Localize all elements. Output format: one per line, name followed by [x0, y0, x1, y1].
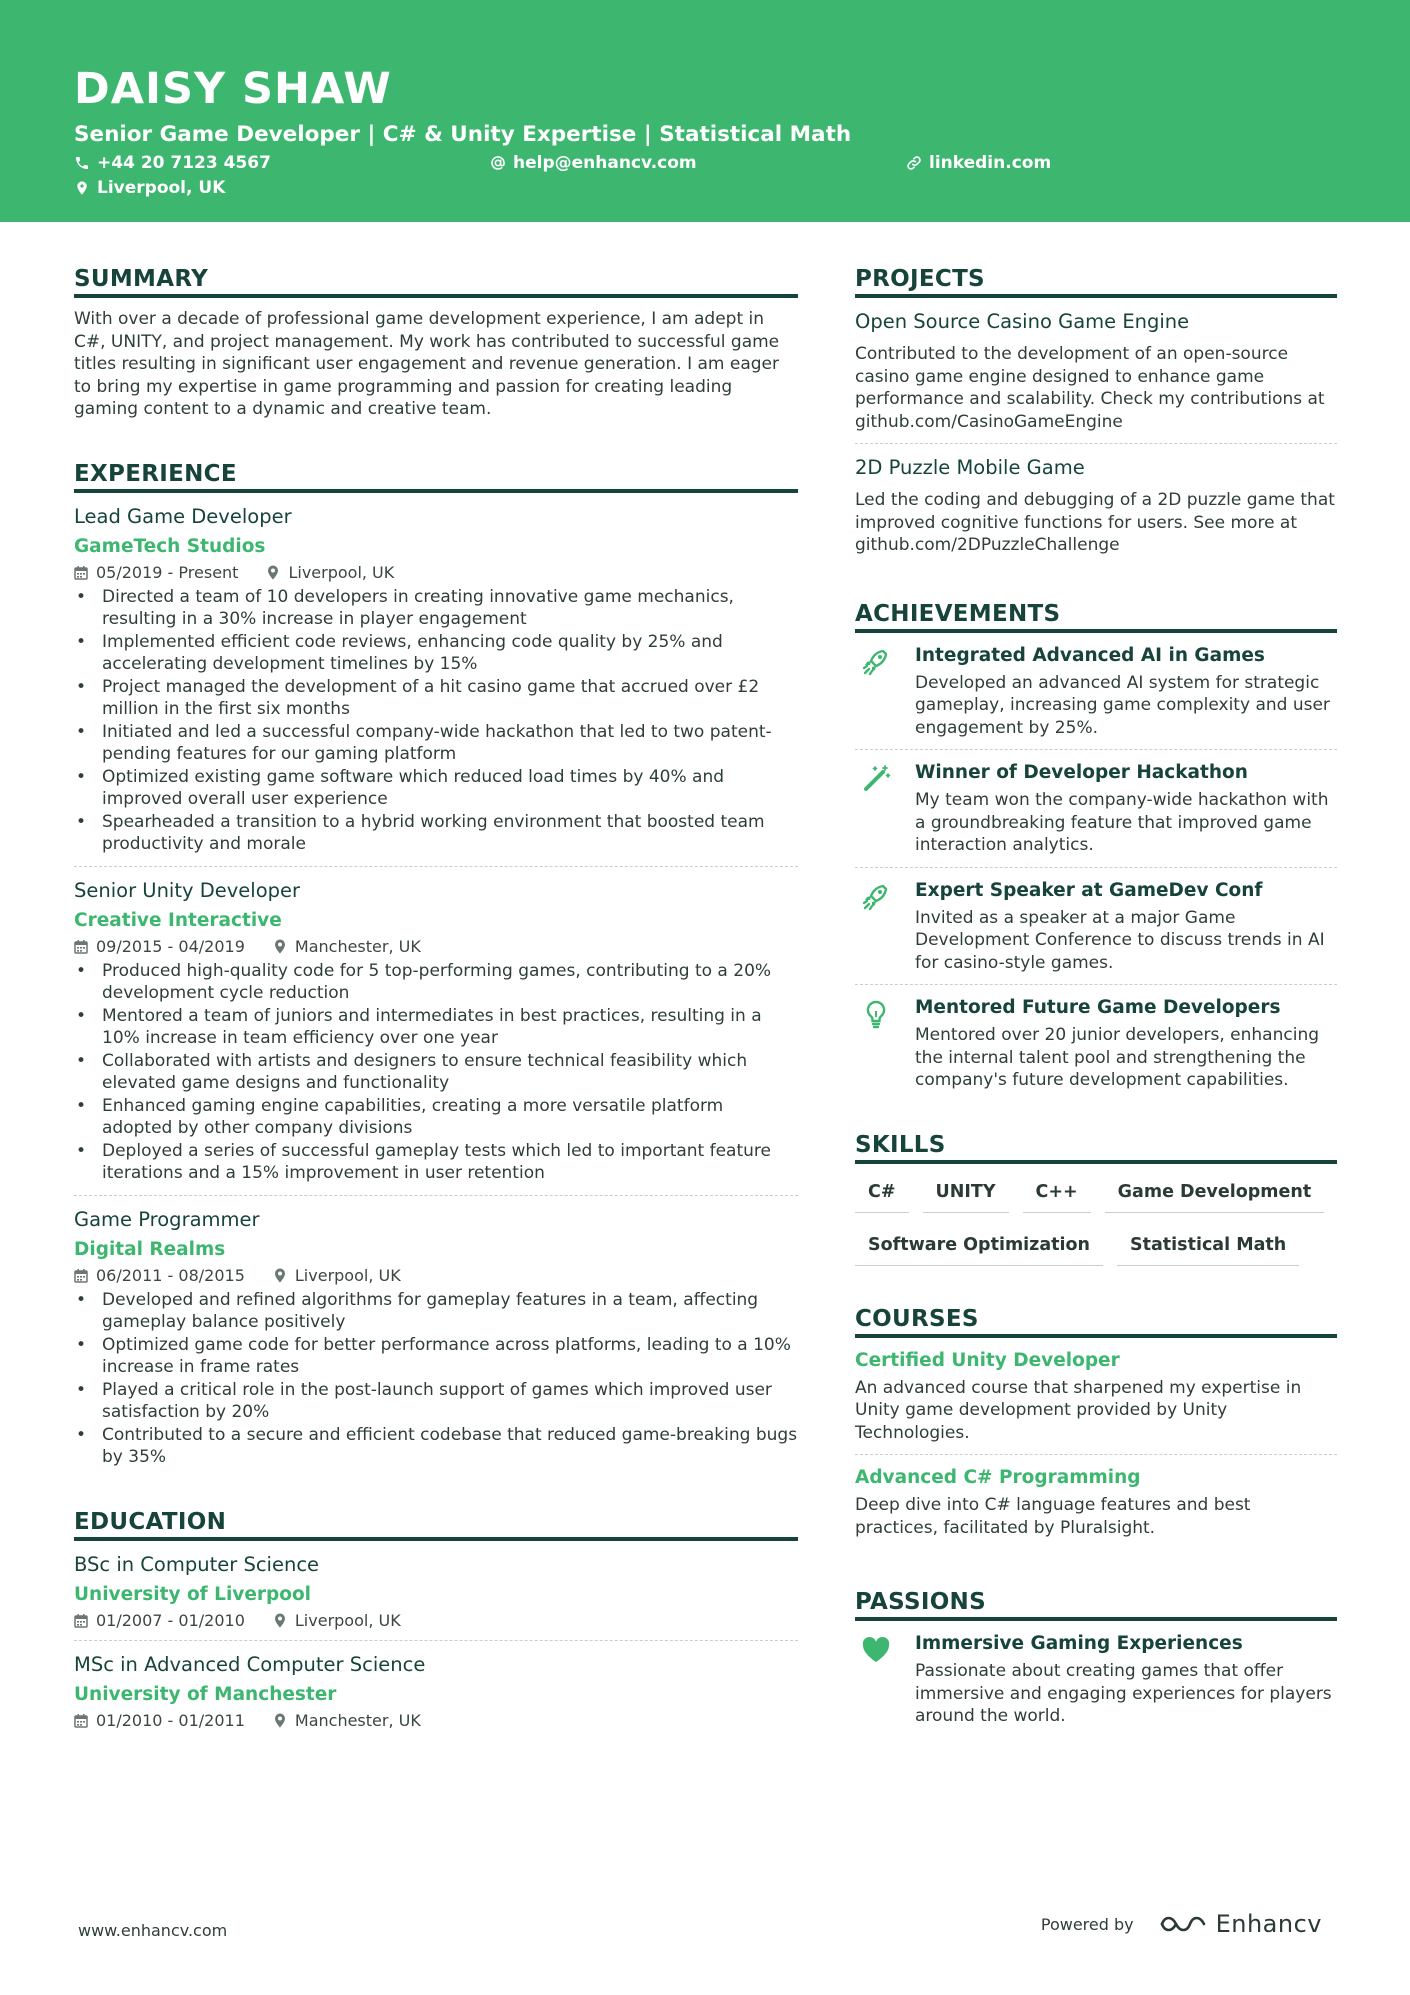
projects-section: [855, 266, 1337, 567]
experience-section: [74, 461, 798, 1479]
project-entry: [855, 444, 1337, 567]
courses-section: [855, 1306, 1337, 1550]
meta-row: [74, 937, 798, 956]
project-title: 2D Puzzle Mobile Game: [855, 456, 1085, 479]
section-title: SKILLS: [855, 1132, 1337, 1164]
bullet-item: • Directed a team of 10 developers in creating innovative game mechanics, resulting in a 30% increase in player engagement: [74, 586, 798, 631]
location-text: Liverpool, UK: [294, 1610, 401, 1630]
location-pin-icon: [273, 1268, 287, 1283]
bullet-item: • Deployed a series of successful gameplay tests which led to important feature iterations and a 15% improvement in user retention: [74, 1140, 798, 1185]
candidate-name: DAISY SHAW: [74, 64, 392, 114]
bullet-item: • Initiated and led a successful company-wide hackathon that led to two patent-pending features for our gaming platform: [74, 721, 798, 766]
date-text: 01/2007 - 01/2010: [96, 1610, 245, 1630]
entry-description: My team won the company-wide hackathon with a groundbreaking feature that improved game interaction analytics.: [915, 790, 1329, 855]
bullet-item: • Implemented efficient code reviews, enhancing code quality by 25% and accelerating development timelines by 15%: [74, 631, 798, 676]
meta-row: [74, 1711, 798, 1730]
education-section: [74, 1509, 798, 1740]
date-range: [74, 1711, 245, 1730]
entry-title: Winner of Developer Hackathon: [915, 762, 1248, 783]
course-title: Certified Unity Developer: [855, 1349, 1120, 1371]
bullet-item: • Developed and refined algorithms for gameplay features in a team, affecting gameplay balance positively: [74, 1289, 798, 1334]
entry-body: [915, 880, 1337, 975]
bullet-item: • Produced high-quality code for 5 top-performing games, contributing to a 20% development cycle reduction: [74, 960, 798, 1005]
section-title: PASSIONS: [855, 1589, 1337, 1621]
meta-row: [74, 1266, 798, 1285]
school-name: University of Manchester: [74, 1683, 337, 1705]
date-text: 01/2010 - 01/2011: [96, 1710, 245, 1730]
contact-email[interactable]: [490, 153, 697, 173]
location-text: Liverpool, UK: [288, 562, 395, 582]
at-icon: [490, 155, 506, 171]
email-address: help@enhancv.com: [513, 153, 697, 173]
date-range: [74, 563, 238, 582]
heart-icon: [855, 1633, 915, 1728]
job-entry: [74, 493, 798, 867]
footer-website[interactable]: www.enhancv.com: [78, 1921, 228, 1940]
courses-list: [855, 1338, 1337, 1550]
entry-description: Developed an advanced AI system for strategic gameplay, increasing game complexity and user engagement by 25%.: [915, 672, 1330, 738]
achievement-entry: [855, 750, 1337, 868]
location-pin-icon: [273, 939, 287, 954]
magic-wand-icon: [855, 762, 915, 857]
project-entry: [855, 298, 1337, 444]
course-description: Deep dive into C# language features and best practices, facilitated by Pluralsight.: [855, 1495, 1251, 1538]
location-pin-icon: [74, 180, 90, 196]
project-description: Contributed to the development of an open-source casino game engine designed to enhance game performance and scalability. Check my contributions at github.com/CasinoGameEngine: [855, 344, 1325, 432]
skill-tag: C#: [855, 1176, 909, 1213]
date-text: 09/2015 - 04/2019: [96, 936, 245, 956]
summary-section: [74, 266, 798, 421]
location-text: Manchester, UK: [294, 936, 421, 956]
date-range: [74, 1266, 245, 1285]
footer-branding: [1041, 1910, 1322, 1938]
school-name: University of Liverpool: [74, 1583, 312, 1605]
course-entry: [855, 1338, 1337, 1456]
bullet-item: • Optimized game code for better performance across platforms, leading to a 10% increase in frame rates: [74, 1334, 798, 1379]
left-column: [74, 266, 798, 1780]
bullet-item: • Project managed the development of a hit casino game that accrued over £2 million in the first six months: [74, 676, 798, 721]
calendar-icon: [74, 1613, 88, 1628]
bullet-item: • Spearheaded a transition to a hybrid working environment that boosted team productivity and morale: [74, 811, 798, 856]
entry-body: [915, 1633, 1337, 1728]
achievement-entry: [855, 868, 1337, 986]
passions-section: [855, 1589, 1337, 1738]
education-list: [74, 1541, 798, 1740]
entry-body: [915, 762, 1337, 857]
linkedin-url: linkedin.com: [929, 153, 1052, 173]
job-entry: [74, 867, 798, 1196]
entry-body: [915, 645, 1337, 740]
location: [273, 937, 421, 956]
powered-by-label: Powered by: [1040, 1914, 1134, 1934]
skill-tag: UNITY: [923, 1176, 1009, 1213]
bullet-item: • Optimized existing game software which reduced load times by 40% and improved overall user experience: [74, 766, 798, 811]
projects-list: [855, 298, 1337, 567]
brand-name: Enhancv: [1215, 1910, 1322, 1938]
calendar-icon: [74, 565, 88, 580]
contact-phone[interactable]: [74, 153, 271, 173]
course-entry: [855, 1455, 1337, 1549]
job-title: Lead Game Developer: [74, 504, 292, 528]
contact-location: [74, 178, 225, 198]
achievements-section: [855, 601, 1337, 1102]
location-pin-icon: [273, 1713, 287, 1728]
lightbulb-icon: [855, 997, 915, 1092]
skill-tag: Game Development: [1105, 1176, 1325, 1213]
job-entry: [74, 1196, 798, 1479]
candidate-headline: Senior Game Developer | C# & Unity Expertise | Statistical Math: [74, 122, 852, 147]
achievement-entry: [855, 985, 1337, 1102]
course-title: Advanced C# Programming: [855, 1467, 1141, 1488]
location-pin-icon: [266, 565, 280, 580]
meta-row: [74, 1611, 798, 1630]
job-bullets: [74, 960, 798, 1185]
skill-tag: Software Optimization: [855, 1229, 1103, 1266]
company-name: Digital Realms: [74, 1238, 226, 1260]
project-title: Open Source Casino Game Engine: [855, 310, 1190, 333]
section-title: EXPERIENCE: [74, 461, 798, 493]
date-text: 05/2019 - Present: [96, 562, 239, 582]
job-title: Game Programmer: [74, 1207, 260, 1231]
date-text: 06/2011 - 08/2015: [96, 1265, 245, 1285]
project-description: Led the coding and debugging of a 2D puzzle game that improved cognitive functions for users. See more at github.com/2DPuzzleChallenge: [855, 490, 1335, 555]
enhancv-logo[interactable]: [1158, 1910, 1322, 1938]
section-title: PROJECTS: [855, 266, 1337, 298]
job-bullets: [74, 586, 798, 856]
bullet-item: • Collaborated with artists and designers to ensure technical feasibility which elevated game designs and functionality: [74, 1050, 798, 1095]
education-entry: [74, 1641, 798, 1740]
achievement-entry: [855, 633, 1337, 751]
link-icon: [906, 155, 922, 171]
bullet-item: • Enhanced gaming engine capabilities, creating a more versatile platform adopted by other company divisions: [74, 1095, 798, 1140]
phone-number: +44 20 7123 4567: [97, 153, 271, 173]
passion-entry: [855, 1621, 1337, 1738]
job-title: Senior Unity Developer: [74, 878, 301, 902]
entry-description: Invited as a speaker at a major Game Development Conference to discuss trends in AI for casino-style games.: [915, 907, 1325, 973]
entry-description: Passionate about creating games that offer immersive and engaging experiences for players around the world.: [915, 1661, 1332, 1726]
meta-row: [74, 563, 798, 582]
degree-title: BSc in Computer Science: [74, 1552, 320, 1576]
location-text: Liverpool, UK: [97, 178, 226, 198]
location-text: Manchester, UK: [294, 1710, 421, 1730]
rocket-icon: [855, 880, 915, 975]
entry-title: Expert Speaker at GameDev Conf: [915, 879, 1263, 901]
entry-title: Immersive Gaming Experiences: [915, 1633, 1243, 1654]
right-column: [855, 266, 1337, 1778]
calendar-icon: [74, 1713, 88, 1728]
degree-title: MSc in Advanced Computer Science: [74, 1652, 426, 1676]
section-title: ACHIEVEMENTS: [855, 601, 1337, 633]
contact-linkedin[interactable]: [906, 153, 1051, 173]
location-pin-icon: [273, 1613, 287, 1628]
entry-title: Mentored Future Game Developers: [915, 997, 1281, 1018]
section-title: SUMMARY: [74, 266, 798, 298]
location: [273, 1711, 421, 1730]
location-text: Liverpool, UK: [294, 1265, 401, 1285]
calendar-icon: [74, 1268, 88, 1283]
calendar-icon: [74, 939, 88, 954]
date-range: [74, 1611, 245, 1630]
company-name: Creative Interactive: [74, 909, 282, 931]
education-entry: [74, 1541, 798, 1641]
company-name: GameTech Studios: [74, 535, 266, 557]
bullet-item: • Contributed to a secure and efficient codebase that reduced game-breaking bugs by 35%: [74, 1424, 798, 1469]
entry-title: Integrated Advanced AI in Games: [915, 644, 1265, 666]
location: [273, 1611, 401, 1630]
entry-body: [915, 997, 1337, 1092]
skills-list: [855, 1176, 1337, 1266]
bullet-item: • Mentored a team of juniors and intermediates in best practices, resulting in a 10% increase in team efficiency over one year: [74, 1005, 798, 1050]
course-description: An advanced course that sharpened my expertise in Unity game development provided by Unity Technologies.: [855, 1377, 1302, 1443]
location: [266, 563, 394, 582]
job-bullets: [74, 1289, 798, 1469]
date-range: [74, 937, 245, 956]
skill-tag: C++: [1023, 1176, 1091, 1213]
summary-text: With over a decade of professional game development experience, I am adept in C#, UNITY, and project management. My work has contributed to successful game titles resulting in significant user engagement and revenue generation. I am eager to bring my expertise in game programming and passion for creating leading gaming content to a dynamic and creative team.: [74, 309, 780, 419]
rocket-icon: [855, 645, 915, 740]
entry-description: Mentored over 20 junior developers, enhancing the internal talent pool and strengthening the company's future development capabilities.: [915, 1025, 1320, 1090]
jobs-list: [74, 493, 798, 1479]
bullet-item: • Played a critical role in the post-launch support of games which improved user satisfaction by 20%: [74, 1379, 798, 1424]
section-title: EDUCATION: [74, 1509, 798, 1541]
section-title: COURSES: [855, 1306, 1337, 1338]
achievements-list: [855, 633, 1337, 1102]
resume-header: [0, 0, 1410, 222]
skill-tag: Statistical Math: [1117, 1229, 1299, 1266]
enhancv-logo-icon: [1158, 1911, 1206, 1937]
phone-icon: [74, 155, 90, 171]
skills-section: [855, 1132, 1337, 1266]
passions-list: [855, 1621, 1337, 1738]
location: [273, 1266, 401, 1285]
